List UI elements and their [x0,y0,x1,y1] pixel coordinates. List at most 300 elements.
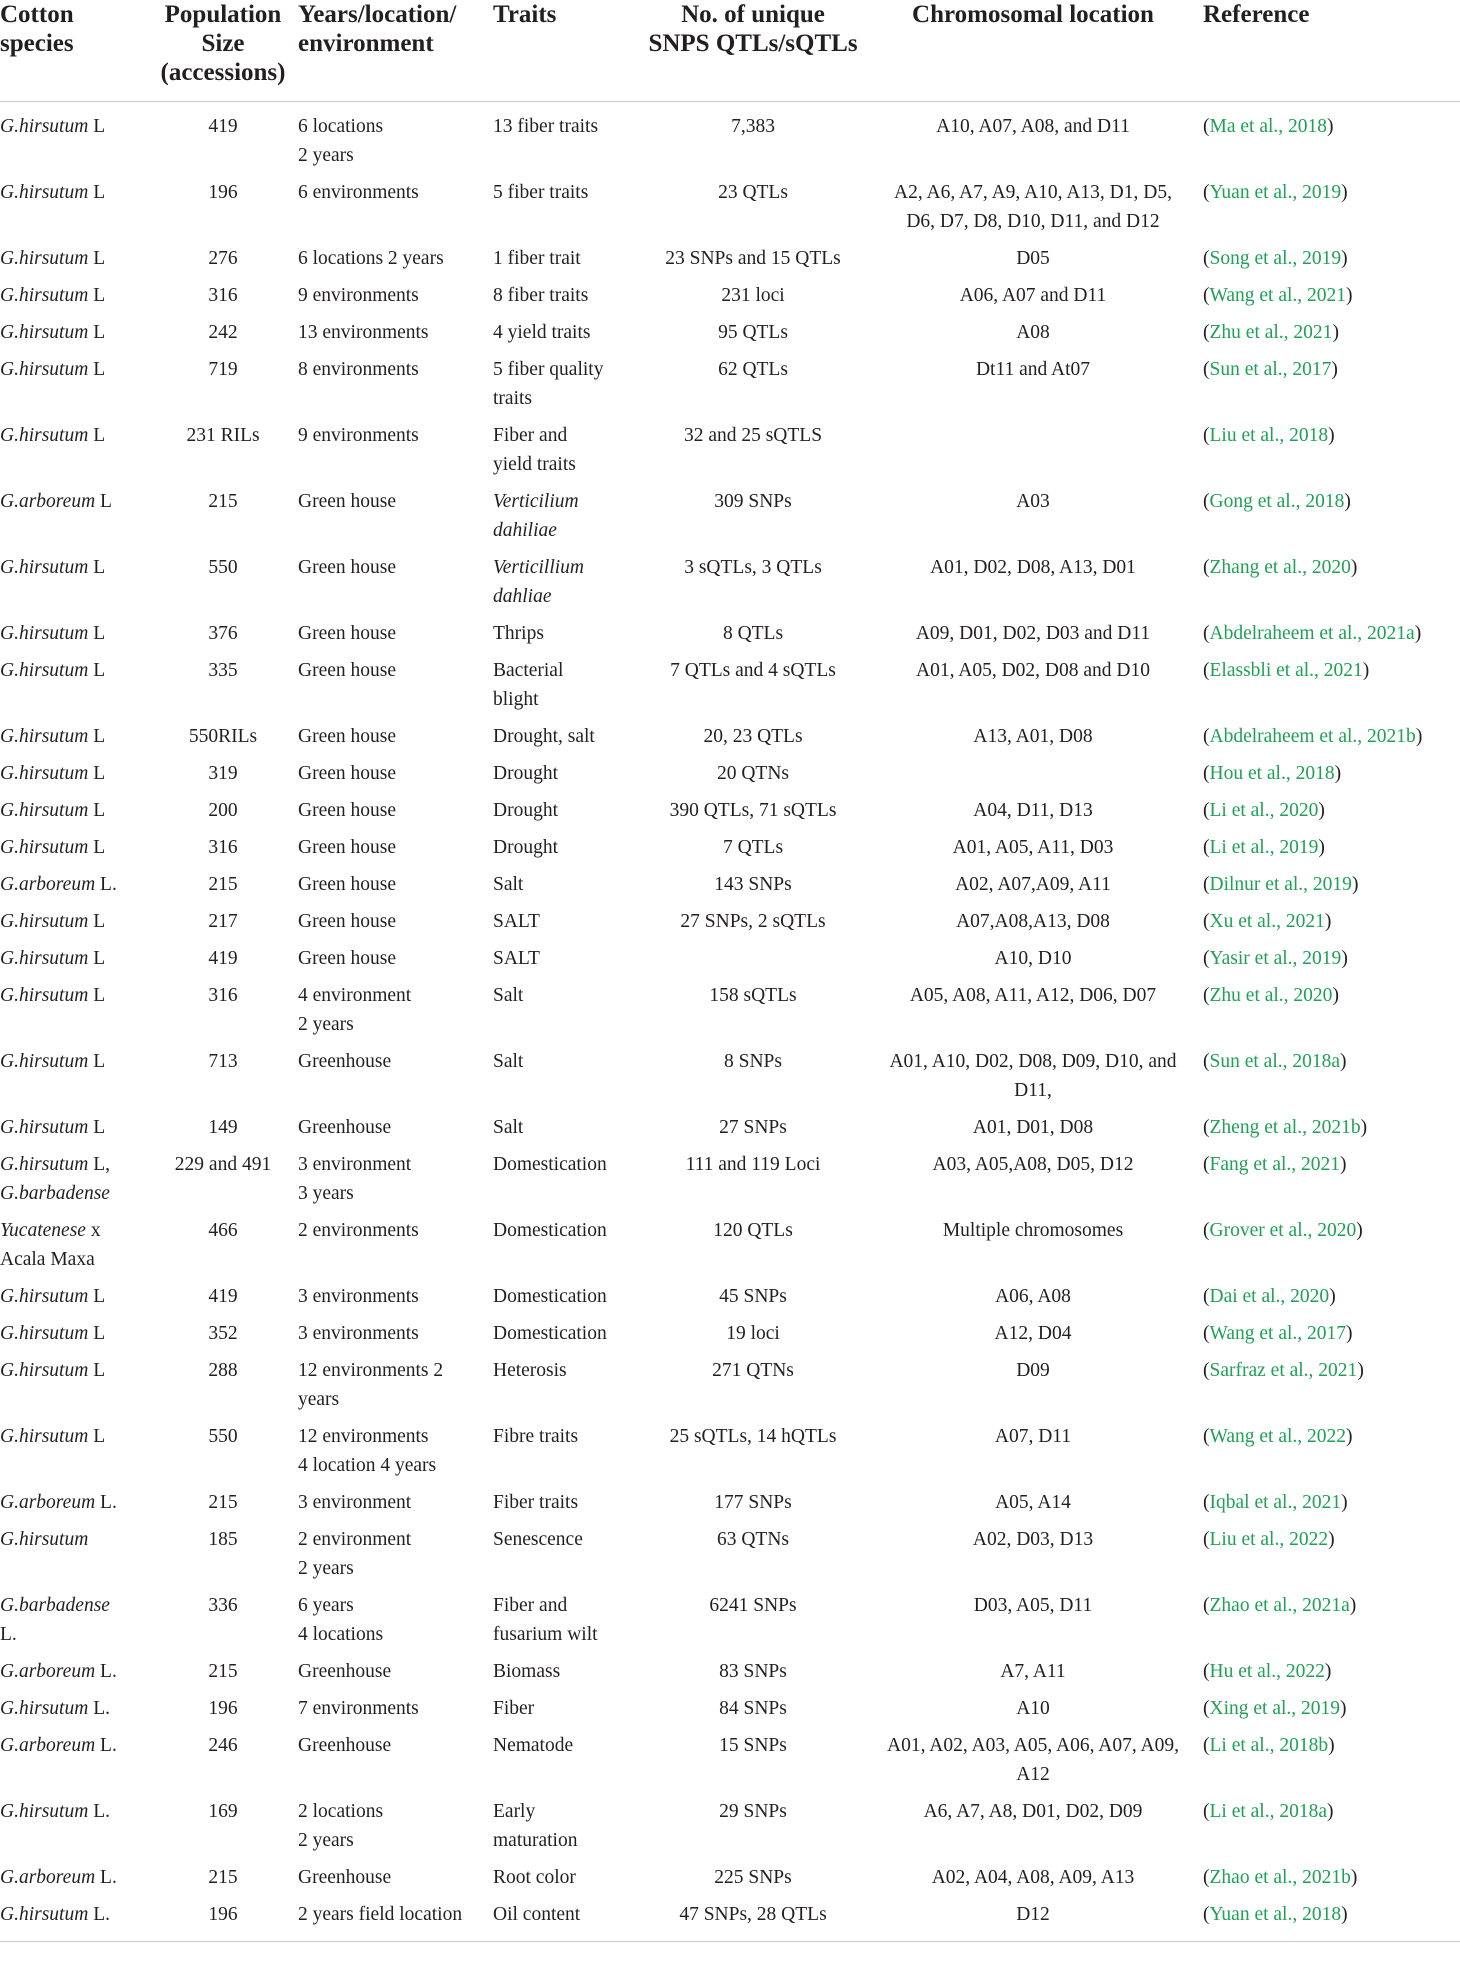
cell-traits [493,318,643,355]
cell-population-size: 200 [208,800,238,821]
reference-link[interactable]: Liu et al., 2022 [1209,1529,1329,1550]
trait-line: fusarium wilt [493,1624,598,1645]
reference-link[interactable]: Zhu et al., 2021 [1209,322,1333,343]
table-row [0,1900,1460,1942]
species-suffix: L [88,248,106,269]
cell-traits [493,1216,643,1282]
cell-traits [493,944,643,981]
cell-reference: (Zhu et al., 2020) [1203,985,1339,1006]
environment-line: 6 environments [298,182,419,203]
cell-species [0,1797,148,1863]
table-row [0,833,1460,870]
trait-line: Root color [493,1867,576,1888]
trait-line: Domestication [493,1323,607,1344]
cell-chromosomal-location [863,1356,1203,1422]
trait-line: Senescence [493,1529,583,1550]
reference-link[interactable]: Wang et al., 2017 [1209,1323,1347,1344]
species-suffix: L [88,660,106,681]
reference-link[interactable]: Li et al., 2019 [1209,837,1319,858]
environment-line: Green house [298,911,397,932]
header-text-line: (accessions) [160,59,286,86]
cell-reference: (Liu et al., 2022) [1203,1529,1335,1550]
trait-line: Fiber [493,1698,535,1719]
species-suffix: L. [88,1801,110,1822]
cell-population-size: 288 [208,1360,238,1381]
cell-snps-qtls: 32 and 25 sQTLS [683,425,823,446]
cell-chromosomal-location [863,553,1203,619]
cell-traits [493,619,643,656]
cell-reference: (Abdelraheem et al., 2021b) [1203,726,1423,747]
environment-line: 4 environment [298,985,412,1006]
cell-chromosomal-location [863,244,1203,281]
table-row [0,1356,1460,1422]
cell-species [0,1422,148,1488]
cell-population-size: 550 [208,557,238,578]
environment-line: Greenhouse [298,1117,392,1138]
cell-environment [298,487,493,553]
species-name: G.hirsutum [0,1323,89,1344]
cell-population-size: 419 [208,1286,238,1307]
cell-population-size: 246 [208,1735,238,1756]
cell-population-size: 419 [208,948,238,969]
cell-traits [493,1319,643,1356]
cell-species [0,1150,148,1216]
cell-reference: (Abdelraheem et al., 2021a) [1203,623,1422,644]
environment-line: 12 environments 2 [298,1360,444,1381]
reference-link[interactable]: Dilnur et al., 2019 [1209,874,1352,895]
species-name: G.hirsutum [0,1698,89,1719]
reference-link[interactable]: Li et al., 2020 [1209,800,1319,821]
table-row [0,421,1460,487]
species-suffix: L [88,116,106,137]
reference-link[interactable]: Xing et al., 2019 [1209,1698,1341,1719]
cell-traits [493,1150,643,1216]
cell-species [0,870,148,907]
cell-chromosomal-location [863,487,1203,553]
cell-species [0,178,148,244]
chromosome-line: A02, A07,A09, A11 [955,874,1111,895]
trait-line: Oil content [493,1904,581,1925]
trait-line: Fiber and [493,1595,568,1616]
species-suffix: L [88,800,106,821]
trait-line: Salt [493,985,524,1006]
reference-link[interactable]: Song et al., 2019 [1209,248,1342,269]
cell-population-size: 196 [208,1698,238,1719]
trait-line: SALT [493,911,540,932]
trait-line: 1 fiber trait [493,248,581,269]
species-suffix: L [88,322,106,343]
cell-species [0,553,148,619]
cell-chromosomal-location [863,421,1203,487]
species-suffix: L [88,1286,106,1307]
cell-species [0,1356,148,1422]
chromosome-line: D6, D7, D8, D10, D11, and D12 [906,211,1160,232]
chromosome-line: Dt11 and At07 [975,359,1091,380]
cell-reference: (Zhao et al., 2021b) [1203,1867,1358,1888]
cell-population-size: 276 [208,248,238,269]
table-row [0,907,1460,944]
cell-population-size: 215 [208,874,238,895]
cell-population-size: 352 [208,1323,238,1344]
cell-reference: (Yuan et al., 2018) [1203,1900,1460,1942]
cell-snps-qtls: 23 QTLs [718,182,788,203]
cell-population-size: 169 [208,1801,238,1822]
cell-chromosomal-location [863,759,1203,796]
cell-reference: (Sarfraz et al., 2021) [1203,1360,1364,1381]
reference-link[interactable]: Sun et al., 2018a [1209,1051,1341,1072]
cell-traits [493,487,643,553]
cell-population-size: 215 [208,491,238,512]
cell-chromosomal-location [863,1319,1203,1356]
chromosome-line: A01, A10, D02, D08, D09, D10, and [889,1051,1177,1072]
environment-line: Green house [298,763,397,784]
species-name: G.barbadense [0,1183,110,1204]
cell-traits [493,1797,643,1863]
chromosome-line: A7, A11 [1000,1661,1066,1682]
cell-environment [298,1113,493,1150]
cell-traits [493,355,643,421]
header-text-line: Population [164,1,282,28]
cell-traits [493,1657,643,1694]
reference-link[interactable]: Yuan et al., 2019 [1209,182,1342,203]
cell-traits [493,1694,643,1731]
column-header-env [298,0,493,102]
cell-population-size: 215 [208,1492,238,1513]
reference-link[interactable]: Sarfraz et al., 2021 [1209,1360,1358,1381]
cell-species [0,1863,148,1900]
chromosome-line: A10, A07, A08, and D11 [936,116,1130,137]
trait-line: 5 fiber quality [493,359,604,380]
cell-chromosomal-location [863,1216,1203,1282]
trait-line: dahliae [493,586,552,607]
environment-line: Greenhouse [298,1735,392,1756]
environment-line: 8 environments [298,359,419,380]
reference-link[interactable]: Abdelraheem et al., 2021a [1209,623,1415,644]
cell-species [0,487,148,553]
cell-reference: (Yasir et al., 2019) [1203,948,1348,969]
cell-reference: (Yuan et al., 2019) [1203,182,1348,203]
cell-population-size: 196 [148,1900,298,1942]
reference-link[interactable]: Yuan et al., 2018 [1209,1904,1342,1925]
environment-line: 2 environments [298,1220,419,1241]
reference-link[interactable]: Iqbal et al., 2021 [1209,1492,1342,1513]
trait-line: Drought [493,763,558,784]
species-name: Yucatenese [0,1220,86,1241]
cell-species [0,102,148,179]
environment-line: Green house [298,557,397,578]
column-header-size [148,0,298,102]
species-suffix: L, [88,1154,110,1175]
species-suffix: x [85,1220,101,1241]
species-name: G.hirsutum [0,1529,89,1550]
cell-snps-qtls: 120 QTLs [713,1220,793,1241]
trait-line: Drought, salt [493,726,595,747]
cell-snps-qtls: 15 SNPs [719,1735,787,1756]
cell-species [0,907,148,944]
environment-line: 9 environments [298,285,419,306]
reference-link[interactable]: Li et al., 2018b [1209,1735,1329,1756]
trait-line: traits [493,388,532,409]
species-suffix: L. [95,1661,117,1682]
header-text-line: Years/location/ [298,1,457,28]
cell-population-size: 215 [208,1867,238,1888]
cell-population-size: 242 [208,322,238,343]
cell-reference: (Zhao et al., 2021a) [1203,1595,1357,1616]
species-name: G.hirsutum [0,322,89,343]
environment-line: Green house [298,660,397,681]
chromosome-line: A07, D11 [994,1426,1072,1447]
reference-link[interactable]: Abdelraheem et al., 2021b [1209,726,1416,747]
reference-link[interactable]: Zhao et al., 2021a [1209,1595,1350,1616]
cell-traits [493,1047,643,1113]
cell-snps-qtls: 231 loci [721,285,785,306]
cell-reference: (Xing et al., 2019) [1203,1698,1347,1719]
trait-line: Fiber traits [493,1492,579,1513]
species-name: G.hirsutum [0,1117,89,1138]
cell-traits [493,421,643,487]
cell-species [0,833,148,870]
species-suffix: L. [0,1624,17,1645]
column-header-ref [1203,0,1460,102]
reference-link[interactable]: Yasir et al., 2019 [1209,948,1342,969]
chromosome-line: D12 [1016,1904,1050,1925]
environment-line: 4 location 4 years [298,1455,437,1476]
species-suffix: L [88,726,106,747]
species-name: G.hirsutum [0,763,89,784]
chromosome-line: A03, A05,A08, D05, D12 [932,1154,1134,1175]
reference-link[interactable]: Sun et al., 2017 [1209,359,1332,380]
species-name: G.hirsutum [0,800,89,821]
species-suffix: L [88,911,106,932]
chromosome-line: A05, A14 [995,1492,1071,1513]
cell-traits [493,1113,643,1150]
header-text-line: Cotton [0,1,74,28]
cell-snps-qtls: 27 SNPs, 2 sQTLs [680,911,826,932]
cell-snps-qtls: 63 QTNs [716,1529,790,1550]
cell-environment [298,759,493,796]
cell-reference: (Zhang et al., 2020) [1203,557,1358,578]
cell-population-size: 196 [208,182,238,203]
cell-snps-qtls: 7,383 [731,116,775,137]
cell-population-size: 376 [208,623,238,644]
cell-chromosomal-location [863,1282,1203,1319]
cell-traits [493,656,643,722]
species-name: G.hirsutum [0,425,89,446]
cell-environment [298,355,493,421]
header-text-line: environment [298,30,434,57]
trait-line: 13 fiber traits [493,116,599,137]
trait-line: Heterosis [493,1360,567,1381]
environment-line: 2 years [298,1014,354,1035]
reference-link[interactable]: Dai et al., 2020 [1209,1286,1330,1307]
table-row [0,1047,1460,1113]
table-row [0,944,1460,981]
cell-reference: (Song et al., 2019) [1203,248,1348,269]
reference-link[interactable]: Xu et al., 2021 [1209,911,1325,932]
species-suffix: L [88,1117,106,1138]
species-name: G.arboreum [0,874,96,895]
cell-species [0,796,148,833]
cell-species [0,1657,148,1694]
species-suffix: L [88,948,106,969]
chromosome-line: A09, D01, D02, D03 and D11 [915,623,1151,644]
cell-environment [298,907,493,944]
reference-link[interactable]: Ma et al., 2018 [1209,116,1328,137]
table-row [0,1216,1460,1282]
cell-population-size: 466 [208,1220,238,1241]
chromosome-line: A06, A07 and D11 [959,285,1107,306]
table-row [0,1113,1460,1150]
trait-line: Salt [493,874,524,895]
cell-population-size: 719 [208,359,238,380]
chromosome-line: A07,A08,A13, D08 [956,911,1110,932]
cell-species [0,981,148,1047]
cell-traits [493,553,643,619]
cell-reference: (Dilnur et al., 2019) [1203,874,1359,895]
cell-chromosomal-location [863,1863,1203,1900]
environment-line: 2 years [298,145,354,166]
species-name: G.hirsutum [0,1426,89,1447]
cell-population-size: 319 [208,763,238,784]
cell-environment [298,619,493,656]
reference-link[interactable]: Gong et al., 2018 [1209,491,1345,512]
environment-line: 3 environment [298,1492,412,1513]
cell-environment [298,1488,493,1525]
cell-traits [493,178,643,244]
cell-chromosomal-location [863,981,1203,1047]
reference-link[interactable]: Elassbli et al., 2021 [1209,660,1363,681]
species-name: G.hirsutum [0,557,89,578]
environment-line: Green house [298,491,397,512]
reference-link[interactable]: Hou et al., 2018 [1209,763,1335,784]
cell-snps-qtls: 111 and 119 Loci [685,1154,821,1175]
cell-traits [493,796,643,833]
environment-line: years [298,1389,340,1410]
cell-traits [493,1863,643,1900]
species-name: G.arboreum [0,1867,96,1888]
cell-environment [298,1591,493,1657]
cell-chromosomal-location [863,870,1203,907]
trait-line: Fibre traits [493,1426,579,1447]
environment-line: 3 years [298,1183,354,1204]
cell-environment [298,722,493,759]
cell-chromosomal-location [863,619,1203,656]
reference-link[interactable]: Liu et al., 2018 [1209,425,1329,446]
environment-line: 3 environments [298,1323,419,1344]
cell-environment [298,1356,493,1422]
trait-line: 8 fiber traits [493,285,589,306]
cell-reference: (Zheng et al., 2021b) [1203,1117,1368,1138]
reference-link[interactable]: Hu et al., 2022 [1209,1661,1325,1682]
reference-link[interactable]: Zheng et al., 2021b [1209,1117,1361,1138]
trait-line: Bacterial [493,660,564,681]
reference-link[interactable]: Zhao et al., 2021b [1209,1867,1351,1888]
cell-environment [298,1797,493,1863]
cell-environment [298,244,493,281]
cell-environment [298,421,493,487]
chromosome-line: D03, A05, D11 [973,1595,1093,1616]
species-suffix: L [88,1051,106,1072]
reference-link[interactable]: Wang et al., 2021 [1209,285,1347,306]
cell-population-size: 149 [208,1117,238,1138]
species-name: G.hirsutum [0,911,89,932]
table-row [0,178,1460,244]
cell-snps-qtls: 177 SNPs [714,1492,792,1513]
reference-link[interactable]: Zhang et al., 2020 [1209,557,1351,578]
reference-link[interactable]: Grover et al., 2020 [1209,1220,1357,1241]
cell-environment [298,796,493,833]
table-row [0,1488,1460,1525]
cell-species [0,944,148,981]
trait-line: Fiber and [493,425,568,446]
reference-link[interactable]: Fang et al., 2021 [1209,1154,1341,1175]
reference-link[interactable]: Zhu et al., 2020 [1209,985,1333,1006]
cell-reference: (Gong et al., 2018) [1203,491,1351,512]
cell-traits [493,722,643,759]
cell-population-size: 231 RILs [186,425,260,446]
chromosome-line: A05, A08, A11, A12, D06, D07 [909,985,1157,1006]
species-name: G.hirsutum [0,248,89,269]
species-suffix: Acala Maxa [0,1249,95,1270]
species-name: G.hirsutum [0,623,89,644]
cell-species [0,1900,148,1942]
table-row [0,1525,1460,1591]
cell-reference: (Wang et al., 2021) [1203,285,1353,306]
cell-traits [493,1900,643,1942]
cell-traits [493,981,643,1047]
cell-snps-qtls: 27 SNPs [719,1117,787,1138]
reference-link[interactable]: Wang et al., 2022 [1209,1426,1347,1447]
cell-population-size: 316 [208,837,238,858]
species-suffix: L [88,1426,106,1447]
table-row [0,553,1460,619]
cell-snps-qtls: 45 SNPs [719,1286,787,1307]
chromosome-line: A01, A05, D02, D08 and D10 [916,660,1150,681]
cell-species [0,1282,148,1319]
cell-snps-qtls [643,944,863,981]
cell-environment [298,981,493,1047]
cell-environment [298,102,493,179]
chromosome-line: A01, D02, D08, A13, D01 [930,557,1136,578]
cell-reference: (Ma et al., 2018) [1203,116,1334,137]
reference-link[interactable]: Li et al., 2018a [1209,1801,1328,1822]
cell-species [0,421,148,487]
cell-reference: (Dai et al., 2020) [1203,1286,1336,1307]
table-row [0,981,1460,1047]
environment-line: Green house [298,948,397,969]
species-name: G.hirsutum [0,660,89,681]
cell-species [0,656,148,722]
trait-line: Salt [493,1051,524,1072]
table-row [0,1731,1460,1797]
table-row [0,1591,1460,1657]
column-header-chrom [863,0,1203,102]
species-name: G.hirsutum [0,1360,89,1381]
trait-line: Verticilium [493,491,579,512]
cell-environment [298,656,493,722]
cell-population-size: 336 [208,1595,238,1616]
environment-line: 7 environments [298,1698,419,1719]
cell-chromosomal-location [863,907,1203,944]
cell-snps-qtls: 8 SNPs [724,1051,782,1072]
cell-chromosomal-location [863,1797,1203,1863]
species-name: G.hirsutum [0,726,89,747]
cell-environment [298,1319,493,1356]
cell-species [0,244,148,281]
trait-line: Drought [493,837,558,858]
cell-population-size: 316 [208,285,238,306]
table-row [0,619,1460,656]
